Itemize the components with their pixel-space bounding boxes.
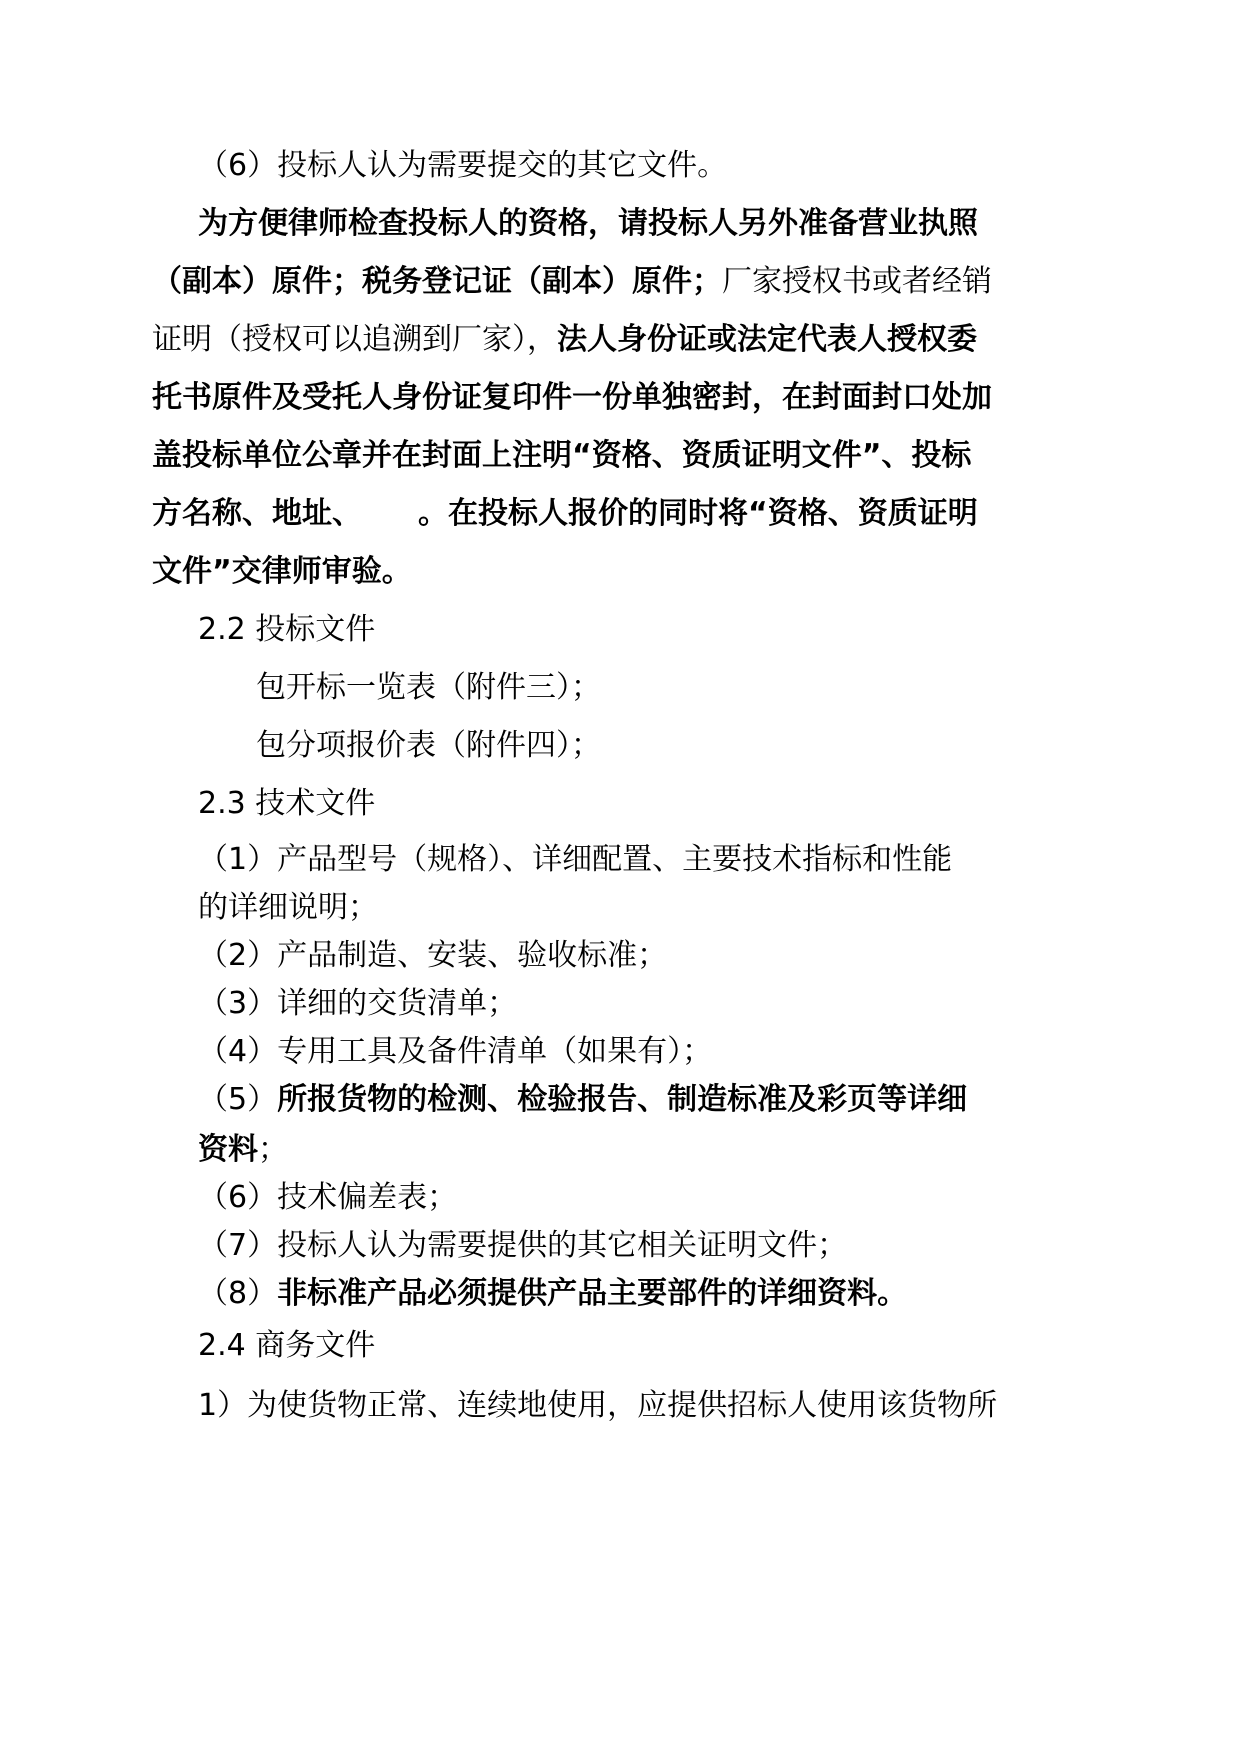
tech-item-5-line-1 (198, 1080, 967, 1120)
section-2-4-heading: 2.4 商务文件 (198, 1328, 376, 1363)
qualification-bold-segment: 法人身份证或法定代表人授权委 (557, 322, 977, 357)
tech-item-8-bold: 非标准产品必须提供产品主要部件的详细资料。 (277, 1276, 908, 1311)
tech-item-7: （7）投标人认为需要提供的其它相关证明文件； (198, 1228, 848, 1263)
section-2-2-heading: 2.2 投标文件 (198, 612, 376, 647)
tech-item-5-number: （5） (198, 1082, 278, 1117)
qualification-bold-segment: （副本）原件；税务登记证（副本）原件； (152, 264, 722, 299)
qualification-note-line-2 (152, 262, 992, 302)
qualification-note-line-3 (152, 320, 977, 360)
qualification-note-line-7: 文件”交律师审验。 (152, 554, 412, 589)
tech-item-1-line-2: 的详细说明； (198, 890, 378, 925)
qualification-note-line-1: 为方便律师检查投标人的资格，请投标人另外准备营业执照 (198, 206, 978, 241)
qualification-note-line-6 (152, 494, 978, 534)
qualification-note-line-4: 托书原件及受托人身份证复印件一份单独密封，在封面封口处加 (152, 380, 992, 415)
tech-item-1-line-1: （1）产品型号（规格）、详细配置、主要技术指标和性能 (198, 842, 953, 877)
business-item-1: 1）为使货物正常、连续地使用，应提供招标人使用该货物所 (198, 1388, 998, 1423)
tech-item-5-bold: 资料 (198, 1132, 258, 1167)
tech-item-8 (198, 1274, 907, 1314)
bid-form-item-1: 包开标一览表（附件三）； (256, 670, 601, 705)
bid-form-item-2: 包分项报价表（附件四）； (256, 728, 601, 763)
tech-item-2: （2）产品制造、安装、验收标准； (198, 938, 668, 973)
qualification-note-line-5: 盖投标单位公章并在封面上注明“资格、资质证明文件”、投标 (152, 438, 972, 473)
tech-item-3: （3）详细的交货清单； (198, 986, 518, 1021)
item-6-other-documents: （6）投标人认为需要提交的其它文件。 (198, 148, 728, 183)
section-2-3-heading: 2.3 技术文件 (198, 786, 376, 821)
tech-item-5-end: ； (258, 1132, 288, 1167)
qualification-normal-segment: 证明（授权可以追溯到厂家）， (152, 322, 557, 357)
qualification-normal-segment: 厂家授权书或者经销 (722, 264, 992, 299)
qualification-bold-segment: 。在投标人报价的同时将“资格、资质证明 (418, 496, 978, 531)
tech-item-4: （4）专用工具及备件清单（如果有）； (198, 1034, 713, 1069)
tech-item-5-bold: 所报货物的检测、检验报告、制造标准及彩页等详细 (277, 1082, 968, 1117)
qualification-bold-segment: 方名称、地址、 (152, 496, 362, 531)
tech-item-6: （6）技术偏差表； (198, 1180, 458, 1215)
tech-item-8-number: （8） (198, 1276, 278, 1311)
tech-item-5-line-2 (198, 1130, 288, 1170)
